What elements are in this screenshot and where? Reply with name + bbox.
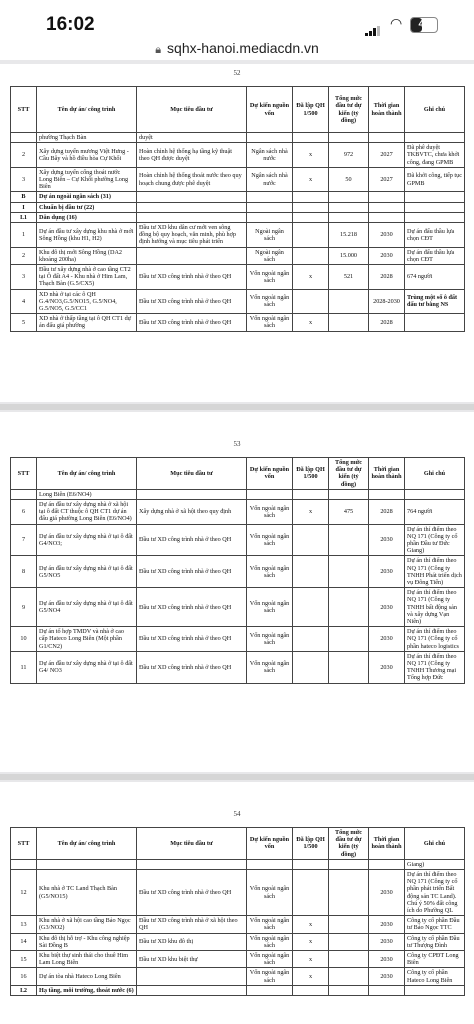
table-cell <box>369 133 405 143</box>
table-cell: Dự án đầu tư xây dựng nhà ở xã hội tại ô đất CT thuộc ô QH CT1 dự án đấu giá phường Long Biên (E6/NO4) <box>37 500 137 525</box>
table-cell: 4 <box>11 289 37 314</box>
table-cell: Dự án thí điểm theo NQ 171 (Công ty cổ phần hateco logistics <box>405 627 465 652</box>
table-cell: 2028 <box>369 265 405 290</box>
table-cell: Long Biên (E6/NO4) <box>37 489 137 499</box>
table-row <box>11 933 465 950</box>
table-row <box>11 143 465 168</box>
table-cell <box>329 951 369 968</box>
table-header-row <box>11 828 465 860</box>
table-row <box>11 627 465 652</box>
table-cell <box>329 314 369 331</box>
table-cell: Dự án thí điểm theo NQ 171 (Công ty TNHH Thương mại Tổng hợp Đức <box>405 651 465 683</box>
table-cell: 2030 <box>369 870 405 916</box>
table-cell: 1 <box>11 223 37 248</box>
table-cell <box>329 933 369 950</box>
table-cell: Dự án đấu thầu lựa chọn CĐT <box>405 247 465 264</box>
table-cell: Vốn ngoài ngân sách <box>247 870 293 916</box>
table-cell: Đầu tư XD công trình nhà ở theo QH <box>137 870 247 916</box>
table-cell: 15.218 <box>329 223 369 248</box>
table-cell: 3 <box>11 265 37 290</box>
table-cell: Đầu tư XD khu đô thị <box>137 933 247 950</box>
table-cell <box>293 247 329 264</box>
table-row <box>11 192 465 202</box>
column-header: Dự kiến nguồn vốn <box>247 828 293 860</box>
table-cell: 16 <box>11 968 37 985</box>
table-cell: I <box>11 202 37 212</box>
table-cell: Đầu tư xây dựng nhà ở cao tầng CT2 tại Ô đất A4 - Khu nhà ở Him Lam, Thạch Bàn (G.5/CX5) <box>37 265 137 290</box>
table-cell: 764 người <box>405 500 465 525</box>
table-cell <box>293 651 329 683</box>
table-cell <box>369 985 405 995</box>
table-cell <box>11 859 37 869</box>
column-header: Đã lập QH 1/500 <box>293 87 329 133</box>
table-row <box>11 588 465 627</box>
column-header: Đã lập QH 1/500 <box>293 458 329 490</box>
table-cell <box>37 859 137 869</box>
table-cell: Xây dựng nhà ở xã hội theo quy định <box>137 500 247 525</box>
table-cell <box>329 968 369 985</box>
table-cell <box>369 489 405 499</box>
project-table <box>10 457 465 684</box>
table-cell <box>247 985 293 995</box>
document-page-52 <box>0 64 474 402</box>
column-header: Đã lập QH 1/500 <box>293 828 329 860</box>
column-header: STT <box>11 458 37 490</box>
table-cell <box>293 524 329 556</box>
column-header: Tổng mức đầu tư dự kiến (tỷ đồng) <box>329 87 369 133</box>
lock-icon: 🔒︎ <box>155 44 162 56</box>
table-row <box>11 212 465 222</box>
table-cell: Vốn ngoài ngân sách <box>247 968 293 985</box>
table-cell: 2030 <box>369 916 405 933</box>
table-cell <box>137 985 247 995</box>
table-row <box>11 870 465 916</box>
table-cell: Vốn ngoài ngân sách <box>247 500 293 525</box>
table-cell <box>329 870 369 916</box>
column-header: Tổng mức đầu tư dự kiến (tỷ đồng) <box>329 458 369 490</box>
table-cell: 5 <box>11 314 37 331</box>
column-header: Mục tiêu đầu tư <box>137 828 247 860</box>
table-cell <box>329 524 369 556</box>
table-cell: x <box>293 143 329 168</box>
table-cell <box>329 133 369 143</box>
table-cell: Ngân sách nhà nước <box>247 143 293 168</box>
table-cell: 2030 <box>369 556 405 588</box>
table-cell: I.1 <box>11 212 37 222</box>
table-row <box>11 916 465 933</box>
table-cell <box>247 192 293 202</box>
table-cell: 10 <box>11 627 37 652</box>
table-cell <box>293 202 329 212</box>
table-cell: 2030 <box>369 968 405 985</box>
table-cell: Khu đô thị hỗ trợ - Khu công nghiệp Sài Đồng B <box>37 933 137 950</box>
table-cell: x <box>293 916 329 933</box>
table-cell: 2030 <box>369 247 405 264</box>
table-row <box>11 314 465 331</box>
address-bar[interactable] <box>0 36 474 60</box>
table-cell: Đã khởi công, tiếp tục GPMB <box>405 167 465 192</box>
table-cell: 15 <box>11 951 37 968</box>
table-cell: Hạ tầng, môi trường, thoát nước (6) <box>37 985 137 995</box>
table-cell <box>293 627 329 652</box>
table-cell: B <box>11 192 37 202</box>
table-row <box>11 985 465 995</box>
table-cell: 6 <box>11 500 37 525</box>
table-cell <box>137 859 247 869</box>
table-header-row <box>11 87 465 133</box>
table-cell: Vốn ngoài ngân sách <box>247 933 293 950</box>
table-cell: Vốn ngoài ngân sách <box>247 265 293 290</box>
table-cell: Đầu tư XD công trình nhà ở theo QH <box>137 265 247 290</box>
table-row <box>11 651 465 683</box>
project-table <box>10 86 465 332</box>
table-cell: 2030 <box>369 524 405 556</box>
table-cell <box>329 588 369 627</box>
table-cell: Khu nhà ở xã hội cao tầng Bảo Ngọc (G3/NO2) <box>37 916 137 933</box>
table-row <box>11 489 465 499</box>
table-cell: 14 <box>11 933 37 950</box>
column-header: Tên dự án/ công trình <box>37 87 137 133</box>
table-cell <box>293 985 329 995</box>
column-header: Thời gian hoàn thành <box>369 458 405 490</box>
table-cell: Ngoài ngân sách <box>247 247 293 264</box>
table-cell: 11 <box>11 651 37 683</box>
column-header: Tên dự án/ công trình <box>37 828 137 860</box>
table-cell: 7 <box>11 524 37 556</box>
column-header: Thời gian hoàn thành <box>369 828 405 860</box>
table-cell: Công ty cổ phần Hateco Long Biên <box>405 968 465 985</box>
table-cell: Hoàn chỉnh hệ thống thoát nước theo quy hoạch chung được phê duyệt <box>137 167 247 192</box>
table-cell: x <box>293 951 329 968</box>
table-cell: x <box>293 933 329 950</box>
table-cell <box>405 985 465 995</box>
table-cell: Dự án thí điểm theo NQ 171 (Công ty cổ phần phát triển Bất động sản TC Land). Chú ý 50% đất công ích do Phường QL <box>405 870 465 916</box>
table-cell: Dự án đầu tư xây dựng nhà ở tại ô đất G4/ NO3 <box>37 651 137 683</box>
table-cell <box>247 859 293 869</box>
table-cell: Dự án đầu tư xây dựng nhà ở tại ô đất G5/NO5 <box>37 556 137 588</box>
table-cell: 521 <box>329 265 369 290</box>
table-cell: x <box>293 167 329 192</box>
battery-icon: 41 <box>410 17 438 33</box>
table-cell: 2 <box>11 143 37 168</box>
table-cell: 15.000 <box>329 247 369 264</box>
table-cell: Công ty cổ phần Đầu tư Thượng Đình <box>405 933 465 950</box>
table-cell <box>293 212 329 222</box>
table-row <box>11 951 465 968</box>
table-cell: 8 <box>11 556 37 588</box>
table-cell <box>329 916 369 933</box>
table-cell <box>329 651 369 683</box>
table-cell: 2030 <box>369 627 405 652</box>
table-cell: Đầu tư XD công trình nhà ở theo QH <box>137 314 247 331</box>
table-cell: Dự án ngoài ngân sách (31) <box>37 192 137 202</box>
table-cell: x <box>293 500 329 525</box>
table-cell: 475 <box>329 500 369 525</box>
column-header: STT <box>11 828 37 860</box>
table-cell <box>329 489 369 499</box>
column-header: STT <box>11 87 37 133</box>
table-cell <box>137 212 247 222</box>
table-cell: Dự án đầu tư xây dựng nhà ở tại ô đất G4/NO3; <box>37 524 137 556</box>
document-page-54 <box>0 782 474 1024</box>
table-cell <box>247 133 293 143</box>
table-cell: Dự án tổ hợp TMDV và nhà ở cao cấp Hateco Long Biên (Một phần G1/CN2) <box>37 627 137 652</box>
table-cell: Đầu tư XD khu biệt thự <box>137 951 247 968</box>
table-cell <box>329 202 369 212</box>
table-cell <box>293 870 329 916</box>
table-cell: Đầu tư XD công trình nhà ở xã hội theo QH <box>137 916 247 933</box>
table-cell: Dự án tòa nhà Hateco Long Biên <box>37 968 137 985</box>
table-cell: Công ty cổ phần Đầu tư Bảo Ngọc TTC <box>405 916 465 933</box>
table-cell: 2027 <box>369 143 405 168</box>
table-cell <box>247 202 293 212</box>
table-cell <box>405 314 465 331</box>
table-cell: 972 <box>329 143 369 168</box>
table-cell: Ngân sách nhà nước <box>247 167 293 192</box>
table-row <box>11 167 465 192</box>
column-header: Mục tiêu đầu tư <box>137 87 247 133</box>
table-cell <box>247 489 293 499</box>
table-cell <box>137 192 247 202</box>
project-table <box>10 827 465 996</box>
table-cell <box>329 985 369 995</box>
table-cell: x <box>293 314 329 331</box>
table-cell <box>11 489 37 499</box>
table-cell: Dự án đầu tư xây dựng khu nhà ở mới Sông Hồng (khu H1, H2) <box>37 223 137 248</box>
table-cell: 12 <box>11 870 37 916</box>
column-header: Thời gian hoàn thành <box>369 87 405 133</box>
table-cell: Vốn ngoài ngân sách <box>247 314 293 331</box>
table-cell <box>293 133 329 143</box>
table-cell: 2030 <box>369 951 405 968</box>
table-cell: x <box>293 968 329 985</box>
table-row <box>11 133 465 143</box>
table-cell <box>329 192 369 202</box>
table-row <box>11 247 465 264</box>
column-header: Dự kiến nguồn vốn <box>247 87 293 133</box>
column-header: Dự kiến nguồn vốn <box>247 458 293 490</box>
table-cell: 2030 <box>369 223 405 248</box>
table-cell: Đầu tư XD công trình nhà ở theo QH <box>137 588 247 627</box>
table-cell <box>137 202 247 212</box>
table-cell: duyệt <box>137 133 247 143</box>
table-cell: Trùng một số ô đất đấu tư bằng NS <box>405 289 465 314</box>
table-cell: 2028 <box>369 500 405 525</box>
table-cell: Vốn ngoài ngân sách <box>247 951 293 968</box>
table-cell <box>329 627 369 652</box>
table-cell <box>293 859 329 869</box>
table-cell: Vốn ngoài ngân sách <box>247 916 293 933</box>
table-cell: Vốn ngoài ngân sách <box>247 289 293 314</box>
table-cell: Vốn ngoài ngân sách <box>247 524 293 556</box>
table-row <box>11 265 465 290</box>
table-cell: 2030 <box>369 588 405 627</box>
status-bar <box>0 0 474 36</box>
table-row <box>11 968 465 985</box>
table-cell: Dự án thí điểm theo NQ 171 (Công ty TNHH Phát triển dịch vụ Đông Tiến) <box>405 556 465 588</box>
table-cell: XD nhà ở thấp tầng tại ô QH CT1 dự án đấu giá phường <box>37 314 137 331</box>
table-row <box>11 859 465 869</box>
page-number: 53 <box>233 440 241 448</box>
table-cell: Vốn ngoài ngân sách <box>247 588 293 627</box>
table-cell: Dự án thí điểm theo NQ 171 (Công ty TNHH bất động sản và xây dựng Vạn Niên) <box>405 588 465 627</box>
table-cell <box>293 588 329 627</box>
table-cell: x <box>293 265 329 290</box>
table-row <box>11 500 465 525</box>
table-cell: Đầu tư XD công trình nhà ở theo QH <box>137 289 247 314</box>
table-cell <box>405 212 465 222</box>
table-cell <box>369 859 405 869</box>
table-cell: 2030 <box>369 933 405 950</box>
table-cell: Dân dụng (16) <box>37 212 137 222</box>
table-cell <box>369 212 405 222</box>
table-cell: 2027 <box>369 167 405 192</box>
table-cell <box>329 556 369 588</box>
table-row <box>11 202 465 212</box>
table-cell: Vốn ngoài ngân sách <box>247 651 293 683</box>
table-cell: Khu nhà ở TC Land Thạch Bàn (G5/NO15) <box>37 870 137 916</box>
document-page-53 <box>0 412 474 772</box>
table-header-row <box>11 458 465 490</box>
table-cell <box>405 489 465 499</box>
table-cell: Ngoài ngân sách <box>247 223 293 248</box>
clock: 16:02 <box>46 14 95 35</box>
table-cell: Vốn ngoài ngân sách <box>247 627 293 652</box>
table-row <box>11 524 465 556</box>
table-row <box>11 556 465 588</box>
page-gap <box>0 774 474 780</box>
table-cell: phường Thạch Bàn <box>37 133 137 143</box>
table-cell: Đầu tư XD công trình nhà ở theo QH <box>137 524 247 556</box>
table-cell <box>293 223 329 248</box>
column-header: Ghi chú <box>405 458 465 490</box>
column-header: Ghi chú <box>405 828 465 860</box>
table-cell: 674 người <box>405 265 465 290</box>
table-cell: 2028-2030 <box>369 289 405 314</box>
table-cell: Dự án thí điểm theo NQ 171 (Công ty cổ phần Đầu tư Đức Giang) <box>405 524 465 556</box>
table-cell: Xây dựng tuyến mương Việt Hưng - Cầu Bây và hồ điều hòa Cự Khối <box>37 143 137 168</box>
table-cell: Vốn ngoài ngân sách <box>247 556 293 588</box>
table-cell: 3 <box>11 167 37 192</box>
table-cell <box>137 247 247 264</box>
table-cell: Giang) <box>405 859 465 869</box>
table-cell <box>369 202 405 212</box>
table-cell <box>329 859 369 869</box>
table-cell: Công ty CPĐT Long Biên <box>405 951 465 968</box>
page-number: 52 <box>233 69 241 77</box>
table-cell <box>405 202 465 212</box>
table-cell <box>369 192 405 202</box>
table-cell: Đầu tư XD công trình nhà ở theo QH <box>137 651 247 683</box>
table-cell <box>137 968 247 985</box>
signal-icon <box>365 19 381 37</box>
table-cell: 2028 <box>369 314 405 331</box>
table-cell: Đầu tư XD công trình nhà ở theo QH <box>137 627 247 652</box>
table-cell: Xây dựng tuyến cống thoát nước Long Biên – Cự Khối phường Long Biên <box>37 167 137 192</box>
table-row <box>11 223 465 248</box>
table-cell: XD nhà ở tại các ô QH G.4/NO3,G.5/NO15, G.5/NO4, G.5/NO5, G.5/CC1 <box>37 289 137 314</box>
table-cell <box>329 212 369 222</box>
table-cell <box>137 489 247 499</box>
table-cell: Dự án đấu thầu lựa chọn CĐT <box>405 223 465 248</box>
table-cell <box>293 489 329 499</box>
table-cell: Đầu tư XD khu dân cư mới ven sông đồng bộ quy hoạch, văn minh, phù hợp định hướng và mục tiêu phát triển <box>137 223 247 248</box>
table-cell <box>293 289 329 314</box>
table-cell <box>293 556 329 588</box>
table-cell: 13 <box>11 916 37 933</box>
wifi-icon: ◠ <box>390 15 403 31</box>
table-cell: 2030 <box>369 651 405 683</box>
url-text: sqhx-hanoi.mediacdn.vn <box>167 40 319 56</box>
page-number: 54 <box>233 810 241 818</box>
table-cell <box>293 192 329 202</box>
table-cell <box>405 133 465 143</box>
table-cell: 9 <box>11 588 37 627</box>
table-cell: Dự án đầu tư xây dựng nhà ở tại ô đất G5/NO4 <box>37 588 137 627</box>
table-cell: 2 <box>11 247 37 264</box>
column-header: Tên dự án/ công trình <box>37 458 137 490</box>
table-cell <box>329 289 369 314</box>
table-cell <box>247 212 293 222</box>
table-cell: Đã phê duyệt TKBVTC, chưa khởi công, đang GPMB <box>405 143 465 168</box>
table-cell <box>405 192 465 202</box>
table-cell: Hoàn chỉnh hệ thống hạ tầng kỹ thuật theo QH được duyệt <box>137 143 247 168</box>
table-cell: Khu biệt thự sinh thái cho thuê Him Lam Long Biên <box>37 951 137 968</box>
table-row <box>11 289 465 314</box>
page-gap <box>0 404 474 410</box>
table-cell <box>11 133 37 143</box>
table-cell: 50 <box>329 167 369 192</box>
column-header: Tổng mức đầu tư dự kiến (tỷ đồng) <box>329 828 369 860</box>
table-cell: Khu đô thị mới Sông Hồng (DA2 khoảng 200ha) <box>37 247 137 264</box>
table-cell: Chuẩn bị đầu tư (22) <box>37 202 137 212</box>
column-header: Mục tiêu đầu tư <box>137 458 247 490</box>
table-cell: I.2 <box>11 985 37 995</box>
table-cell: Đầu tư XD công trình nhà ở theo QH <box>137 556 247 588</box>
column-header: Ghi chú <box>405 87 465 133</box>
